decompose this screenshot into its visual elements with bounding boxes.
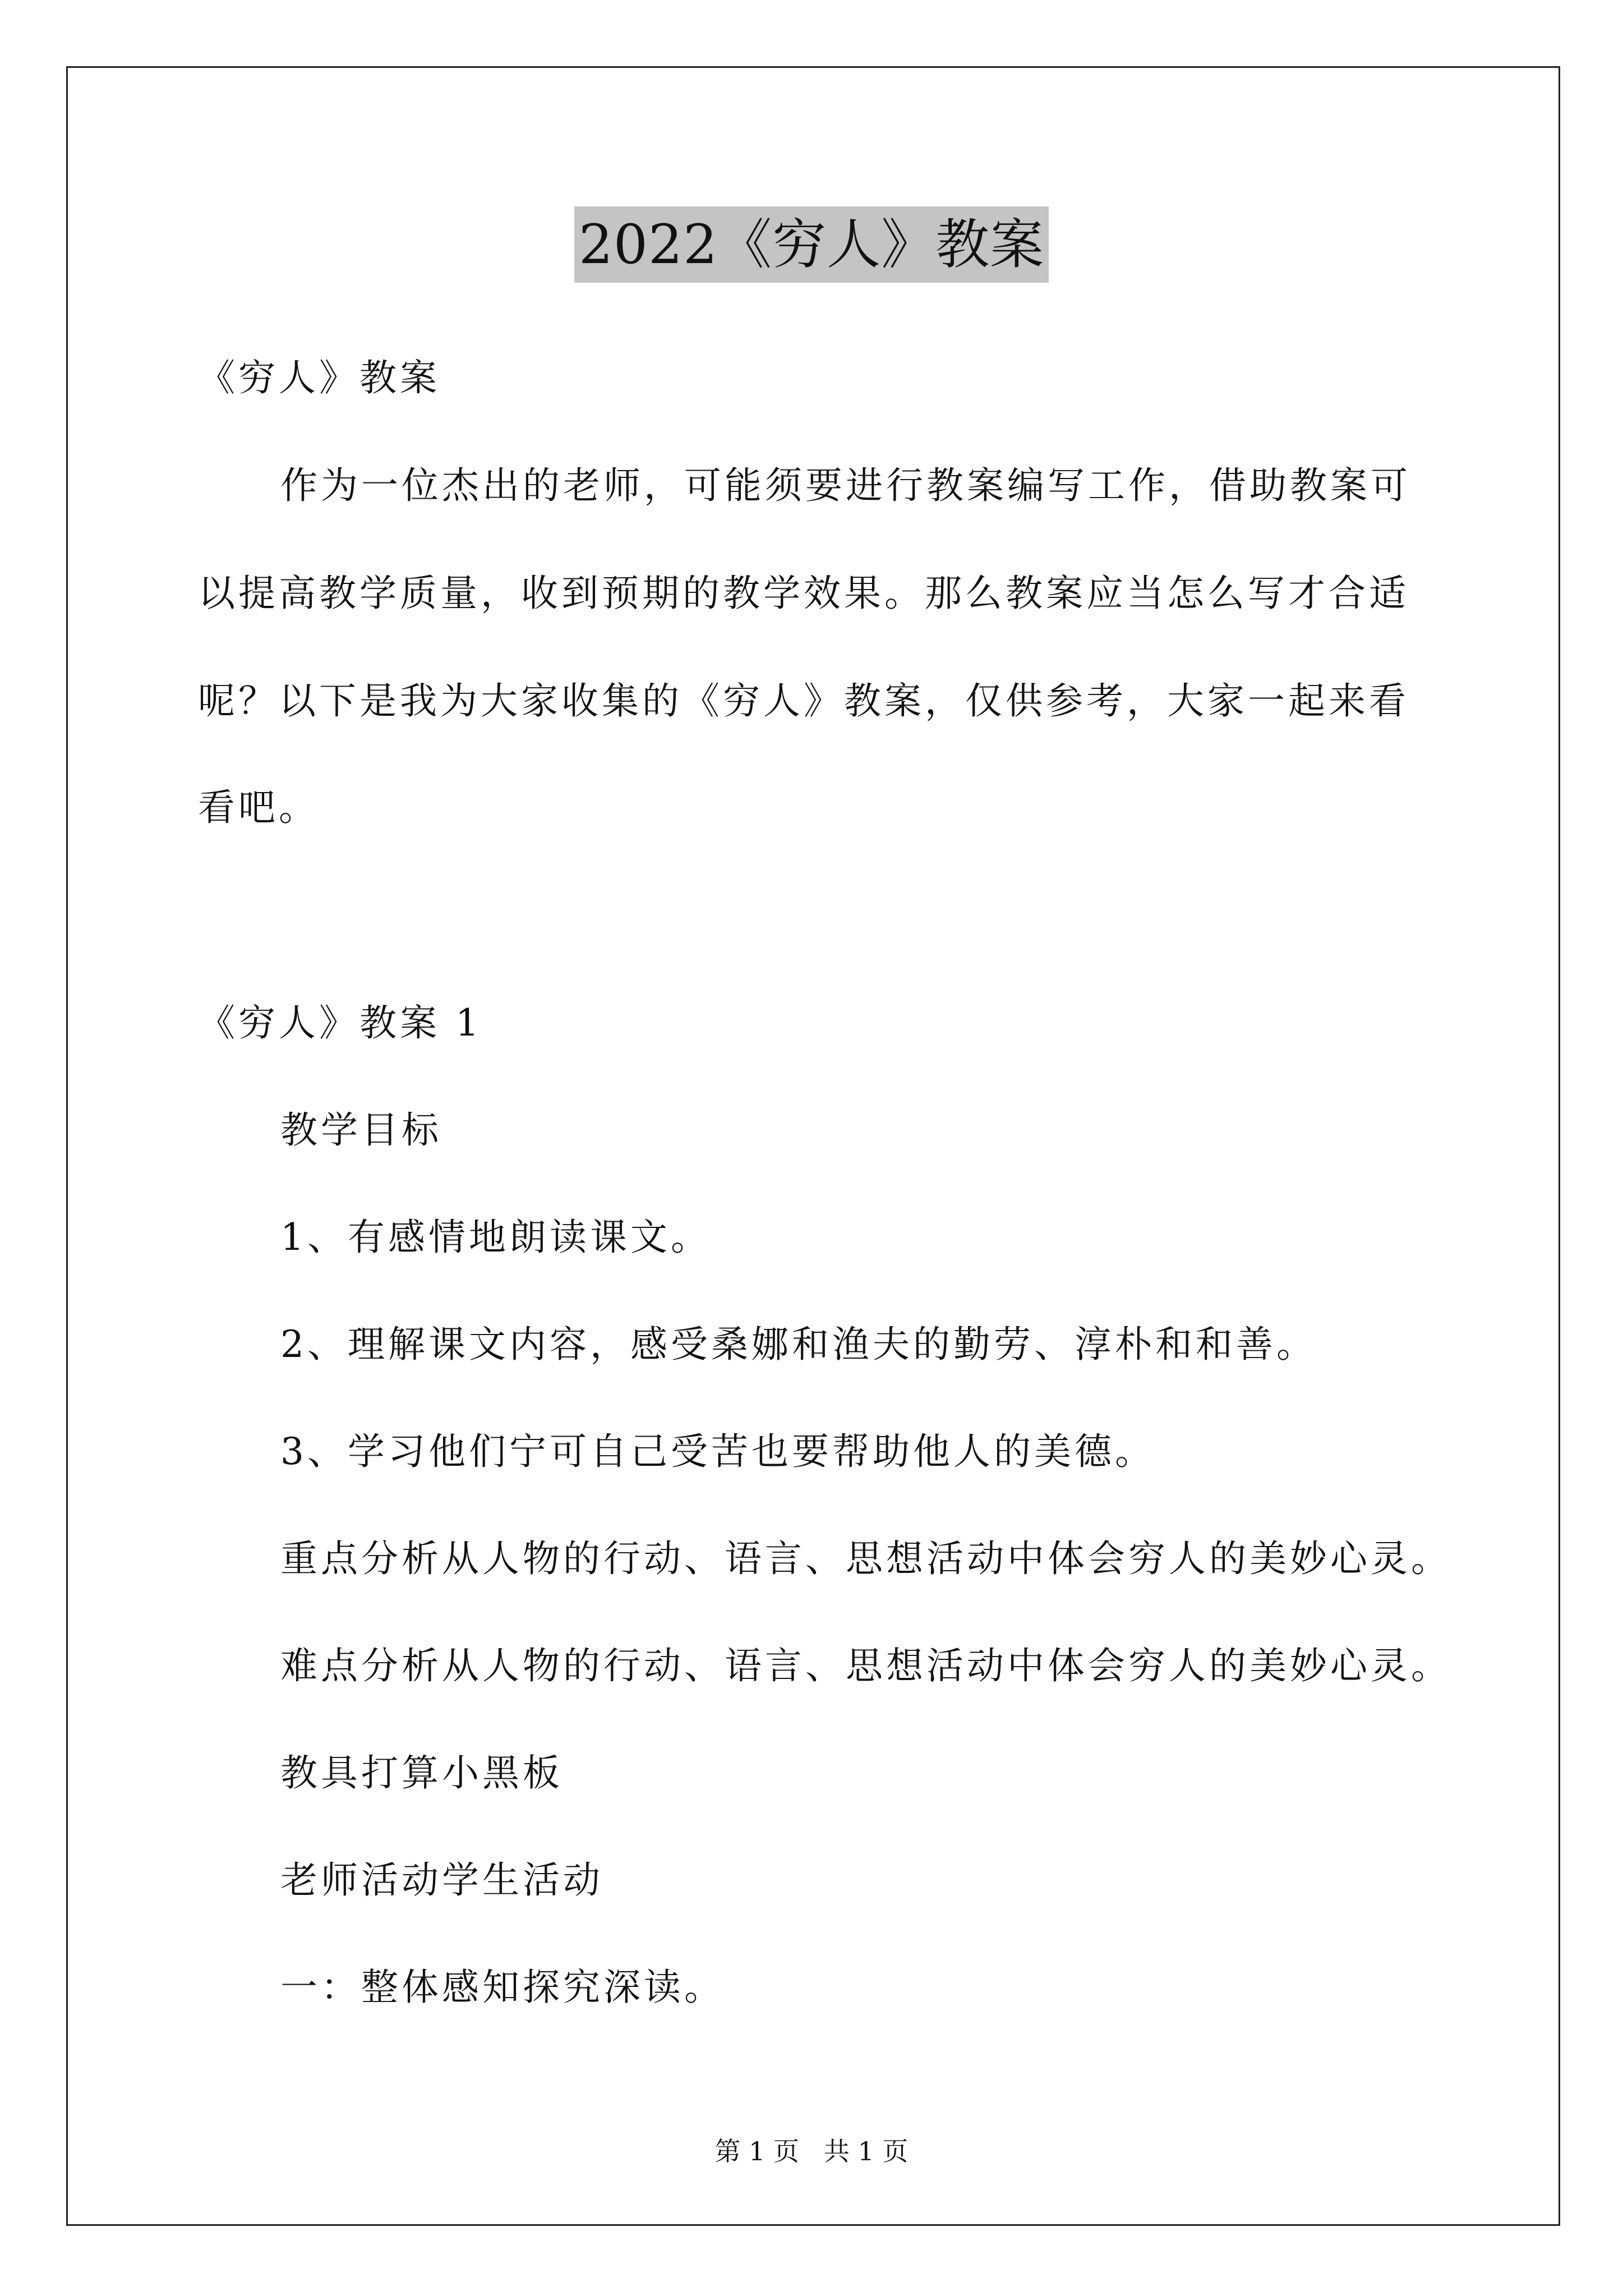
- body-line-activities: 老师活动学生活动: [280, 1858, 603, 1902]
- page-footer: 第 1 页 共 1 页: [714, 2136, 909, 2166]
- intro-line-4: 看吧。: [198, 786, 319, 829]
- body-line-objectives: 教学目标: [280, 1108, 442, 1152]
- title-container: [0, 206, 1623, 283]
- document-subtitle: 《穷人》教案: [198, 356, 440, 399]
- body-line-key-point: 重点分析从人物的行动、语言、思想活动中体会穷人的美妙心灵。: [280, 1537, 1451, 1580]
- intro-line-3: 呢？以下是我为大家收集的《穷人》教案，仅供参考，大家一起来看: [198, 679, 1409, 723]
- intro-line-2: 以提高教学质量，收到预期的教学效果。那么教案应当怎么写才合适: [198, 572, 1409, 615]
- body-line-goal-2: 2、理解课文内容，感受桑娜和渔夫的勤劳、淳朴和和善。: [280, 1323, 1317, 1366]
- body-line-difficulty: 难点分析从人物的行动、语言、思想活动中体会穷人的美妙心灵。: [280, 1644, 1451, 1687]
- body-line-goal-1: 1、有感情地朗读课文。: [280, 1216, 711, 1259]
- body-line-goal-3: 3、学习他们宁可自己受苦也要帮助他人的美德。: [280, 1430, 1155, 1473]
- body-line-step-1: 一：整体感知探究深读。: [280, 1966, 725, 2009]
- section-heading: 《穷人》教案 1: [198, 1001, 482, 1045]
- document-title: 2022《穷人》教案: [574, 206, 1049, 283]
- intro-line-1: 作为一位杰出的老师，可能须要进行教案编写工作，借助教案可: [280, 464, 1411, 507]
- body-line-teaching-aids: 教具打算小黑板: [280, 1751, 563, 1795]
